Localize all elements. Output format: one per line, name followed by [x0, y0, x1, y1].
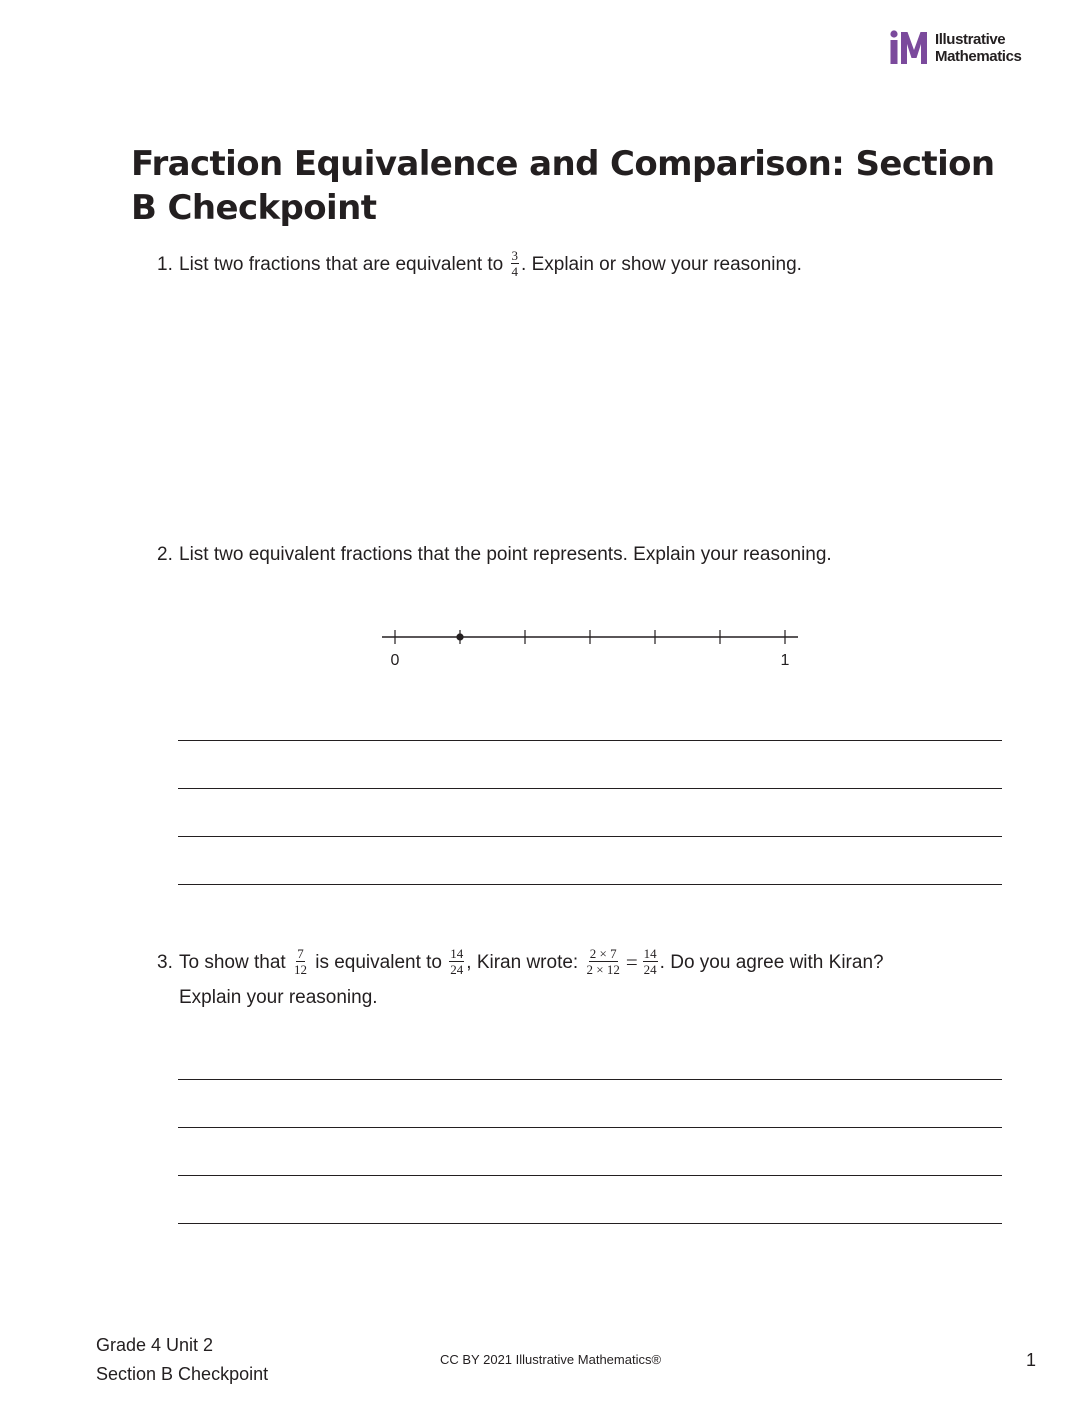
answer-line[interactable]: [178, 1079, 1002, 1080]
fraction-three-fourths: [511, 249, 520, 278]
fraction-numerator: 7: [297, 946, 304, 962]
fraction-denominator: 24: [643, 962, 657, 978]
question-3: [157, 945, 884, 980]
fraction-seven-twelfths: [293, 947, 308, 976]
brand-logo: [888, 30, 1040, 70]
label-zero: 0: [390, 652, 400, 669]
fraction-kiran-result: [643, 947, 658, 976]
fraction-numerator: 3: [511, 248, 519, 264]
fraction-kiran-expression: [585, 947, 620, 976]
im-logo-mark-icon: [888, 30, 932, 66]
fraction-denominator: 4: [511, 264, 519, 280]
answer-line[interactable]: [178, 1127, 1002, 1128]
question-number: 2.: [157, 544, 173, 565]
fraction-numerator: 2 × 7: [589, 946, 617, 962]
question-text-continued: . Explain or show your reasoning.: [521, 254, 802, 275]
question-text: is equivalent to: [315, 952, 442, 973]
question-3-line-2: Explain your reasoning.: [179, 987, 378, 1008]
footer-unit: Grade 4 Unit 2: [96, 1335, 214, 1355]
answer-line[interactable]: [178, 836, 1002, 837]
question-text: , Kiran wrote:: [466, 952, 579, 973]
question-text: List two equivalent fractions that the point represents. Explain your reasoning.: [179, 544, 832, 565]
fraction-fourteen-twentyfourths: [449, 947, 464, 976]
fraction-denominator: 12: [293, 962, 307, 978]
fraction-denominator: 24: [450, 962, 464, 978]
answer-line[interactable]: [178, 788, 1002, 789]
answer-line[interactable]: [178, 740, 1002, 741]
footer-license: CC BY 2021 Illustrative Mathematics®: [440, 1352, 662, 1367]
page-title: Fraction Equivalence and Comparison: Section B Checkpoint: [131, 144, 995, 228]
brand-name-line2: Mathematics: [935, 48, 1022, 65]
number-line: [380, 622, 810, 687]
question-text: . Do you agree with Kiran?: [659, 952, 884, 973]
question-text: To show that: [179, 952, 286, 973]
fraction-numerator: 14: [643, 946, 657, 962]
question-text: List two fractions that are equivalent to: [179, 254, 504, 275]
marked-point: [456, 633, 463, 640]
label-one: 1: [780, 652, 790, 669]
question-1: [157, 247, 802, 282]
page-number: 1: [1026, 1350, 1037, 1370]
question-2: [157, 537, 832, 572]
question-number: 1.: [157, 254, 173, 275]
equals-sign: =: [625, 950, 638, 975]
answer-line[interactable]: [178, 1175, 1002, 1176]
answer-line[interactable]: [178, 1223, 1002, 1224]
brand-name-line1: Illustrative: [935, 31, 1006, 48]
footer-section: Section B Checkpoint: [96, 1364, 269, 1384]
fraction-denominator: 2 × 12: [586, 962, 620, 978]
fraction-numerator: 14: [450, 946, 464, 962]
question-number: 3.: [157, 952, 173, 973]
answer-line[interactable]: [178, 884, 1002, 885]
